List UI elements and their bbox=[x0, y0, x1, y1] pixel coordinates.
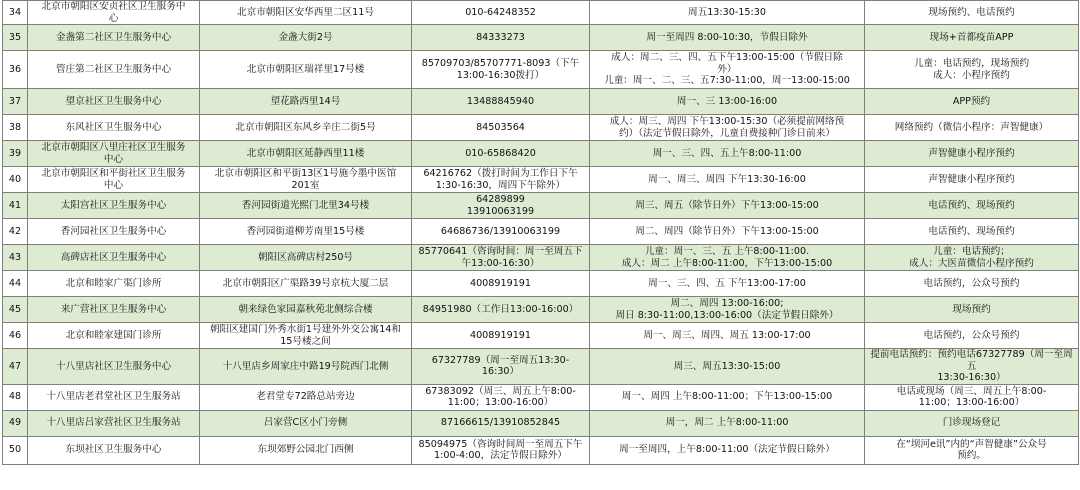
booking-method-cell bbox=[865, 89, 1079, 115]
phone-cell-line: 84333273 bbox=[476, 31, 525, 43]
site-name-cell bbox=[28, 436, 200, 464]
booking-method-cell bbox=[865, 271, 1079, 297]
schedule-cell bbox=[590, 297, 865, 323]
schedule-cell-line: 周一、三 13:00-16:00 bbox=[676, 95, 778, 107]
phone-cell-line: 010-64248352 bbox=[465, 6, 536, 18]
booking-method-cell-line: 提前电话预约：预约电话67327789（周一至周五 bbox=[870, 349, 1073, 372]
schedule-cell bbox=[590, 384, 865, 410]
schedule-cell-line: 儿童：周一、三、五 上午8:00-11:00. bbox=[644, 246, 810, 257]
phone-cell-line: 1:30-16:30，周四下午除外） bbox=[435, 179, 566, 191]
booking-method-cell-line: 预约。 bbox=[957, 450, 986, 461]
address-cell-line: 北京市朝阳区和平街13区1号施今墨中医馆 bbox=[214, 168, 397, 179]
booking-method-cell bbox=[865, 410, 1079, 436]
table-row bbox=[3, 436, 1079, 464]
site-name-cell bbox=[28, 193, 200, 219]
site-name-cell-line: 十八里店老君堂社区卫生服务站 bbox=[46, 391, 181, 403]
phone-cell bbox=[412, 219, 590, 245]
site-name-cell-line: 北京和睦家广渠门诊所 bbox=[65, 277, 162, 289]
schedule-cell-line: 周一、三、四、五上午8:00-11:00 bbox=[652, 147, 802, 159]
phone-cell-line: 85770641（咨询时间：周一至周五下 bbox=[418, 246, 583, 257]
site-name-cell-line: 中心 bbox=[103, 153, 124, 165]
phone-cell-line: 1:00-4:00，法定节假日除外） bbox=[434, 450, 567, 461]
booking-method-cell-line: 电话或现场（周三、周五上午8:00- bbox=[896, 385, 1047, 397]
site-name-cell-line: 太阳宫社区卫生服务中心 bbox=[60, 199, 167, 211]
table-row bbox=[3, 297, 1079, 323]
schedule-cell-line: 外） bbox=[717, 63, 737, 75]
address-cell-line: 望花路西里14号 bbox=[270, 95, 341, 107]
table-body bbox=[3, 1, 1079, 465]
row-number-cell: 47 bbox=[3, 349, 28, 385]
booking-method-cell bbox=[865, 219, 1079, 245]
row-number-cell: 39 bbox=[3, 141, 28, 167]
row-number-cell: 40 bbox=[3, 167, 28, 193]
booking-method-cell bbox=[865, 51, 1079, 89]
schedule-cell bbox=[590, 141, 865, 167]
address-cell-line: 香河园街道光熙门北里34号楼 bbox=[241, 199, 370, 211]
site-name-cell-line: 金盏第二社区卫生服务中心 bbox=[55, 31, 172, 43]
address-cell-line: 朝阳区高碑店村250号 bbox=[257, 251, 354, 263]
phone-cell bbox=[412, 384, 590, 410]
booking-method-cell-line: 儿童：电话预约； bbox=[933, 246, 1010, 257]
phone-cell-line: 16:30） bbox=[481, 366, 520, 378]
schedule-cell-line: 周一、三、四、五 下午13:00-17:00 bbox=[648, 277, 806, 289]
schedule-cell bbox=[590, 1, 865, 25]
address-cell bbox=[200, 25, 412, 51]
phone-cell-line: 13488845940 bbox=[466, 95, 535, 107]
row-number-cell: 45 bbox=[3, 297, 28, 323]
schedule-cell-line: 周一，周二 上午8:00-11:00 bbox=[665, 417, 789, 429]
schedule-cell bbox=[590, 245, 865, 271]
phone-cell-line: 64289899 bbox=[476, 194, 525, 205]
row-number-cell: 48 bbox=[3, 384, 28, 410]
address-cell-line: 15号楼之间 bbox=[280, 335, 331, 347]
address-cell-line: 吕家营C区小门旁侧 bbox=[263, 417, 348, 429]
address-cell bbox=[200, 193, 412, 219]
schedule-cell-line: 周日 8:30-11:00,13:00-16:00（法定节假日除外） bbox=[615, 309, 839, 321]
phone-cell bbox=[412, 297, 590, 323]
table-row bbox=[3, 51, 1079, 89]
booking-method-cell-line: 在“坝河e讯”内的“声智健康”公众号 bbox=[896, 438, 1047, 450]
phone-cell bbox=[412, 167, 590, 193]
booking-method-cell-line: 现场预约、电话预约 bbox=[928, 6, 1015, 18]
site-name-cell-line: 十八里店吕家营社区卫生服务站 bbox=[46, 417, 181, 429]
table-row bbox=[3, 25, 1079, 51]
schedule-cell bbox=[590, 323, 865, 349]
address-cell bbox=[200, 141, 412, 167]
booking-method-cell-line: 11:00；13:00-16:00） bbox=[918, 397, 1025, 408]
schedule-cell bbox=[590, 51, 865, 89]
site-name-cell-line: 管庄第二社区卫生服务中心 bbox=[55, 63, 172, 75]
schedule-cell-line: 约）（法定节假日除外，儿童自费接种门诊日前来） bbox=[619, 127, 835, 139]
site-name-cell-line: 高碑店社区卫生服务中心 bbox=[60, 251, 167, 263]
row-number-cell: 49 bbox=[3, 410, 28, 436]
address-cell-line: 北京市朝阳区延静西里11楼 bbox=[246, 147, 365, 159]
table-row bbox=[3, 349, 1079, 385]
phone-cell-line: 84951980（工作日13:00-16:00） bbox=[422, 303, 579, 315]
phone-cell-line: 11:00；13:00-16:00） bbox=[447, 397, 554, 408]
schedule-cell bbox=[590, 436, 865, 464]
site-name-cell-line: 来广营社区卫生服务中心 bbox=[60, 303, 167, 315]
table-row bbox=[3, 115, 1079, 141]
address-cell bbox=[200, 323, 412, 349]
booking-method-cell-line: APP预约 bbox=[952, 95, 991, 107]
schedule-cell-line: 周一至周四 8:00-10:30，节假日除外 bbox=[646, 31, 808, 43]
booking-method-cell-line: 儿童：电话预约，现场预约 bbox=[913, 58, 1030, 69]
phone-cell bbox=[412, 349, 590, 385]
booking-method-cell-line: 电话预约、现场预约 bbox=[928, 199, 1015, 211]
address-cell bbox=[200, 1, 412, 25]
site-name-cell-line: 十八里店社区卫生服务中心 bbox=[55, 360, 172, 372]
row-number-cell: 36 bbox=[3, 51, 28, 89]
site-name-cell bbox=[28, 51, 200, 89]
booking-method-cell bbox=[865, 436, 1079, 464]
vaccination-sites-table bbox=[2, 0, 1079, 465]
site-name-cell bbox=[28, 25, 200, 51]
site-name-cell bbox=[28, 1, 200, 25]
schedule-cell bbox=[590, 410, 865, 436]
phone-cell-line: 87166615/13910852845 bbox=[440, 417, 561, 429]
site-name-cell bbox=[28, 141, 200, 167]
address-cell-line: 北京市朝阳区瑞祥里17号楼 bbox=[246, 63, 365, 75]
table-row bbox=[3, 410, 1079, 436]
row-number-cell: 44 bbox=[3, 271, 28, 297]
booking-method-cell-line: 13:30-16:30） bbox=[937, 372, 1006, 383]
table-row bbox=[3, 193, 1079, 219]
phone-cell bbox=[412, 115, 590, 141]
address-cell-line: 东坝郊野公园北门西侧 bbox=[257, 444, 354, 456]
phone-cell bbox=[412, 323, 590, 349]
booking-method-cell-line: 成人：小程序预约 bbox=[933, 69, 1010, 81]
phone-cell bbox=[412, 193, 590, 219]
phone-cell-line: 67383092（周三、周五上午8:00- bbox=[425, 385, 576, 397]
schedule-cell-line: 儿童：周一、二、三、五7:30-11:00，周一13:00-15:00 bbox=[604, 75, 850, 87]
schedule-cell bbox=[590, 219, 865, 245]
schedule-cell bbox=[590, 271, 865, 297]
booking-method-cell-line: 成人：大医苗微信小程序预约 bbox=[909, 257, 1034, 269]
phone-cell-line: 午13:00-16:30） bbox=[461, 257, 540, 269]
schedule-cell-line: 周三、周五（除节日外）下午13:00-15:00 bbox=[635, 199, 819, 211]
table-row bbox=[3, 89, 1079, 115]
address-cell bbox=[200, 51, 412, 89]
booking-method-cell-line: 现场预约 bbox=[952, 303, 991, 315]
row-number-cell: 50 bbox=[3, 436, 28, 464]
booking-method-cell bbox=[865, 115, 1079, 141]
address-cell-line: 北京市朝阳区安华西里二区11号 bbox=[237, 6, 374, 18]
booking-method-cell bbox=[865, 297, 1079, 323]
table-row bbox=[3, 384, 1079, 410]
site-name-cell bbox=[28, 167, 200, 193]
phone-cell bbox=[412, 271, 590, 297]
phone-cell-line: 64686736/13910063199 bbox=[440, 225, 561, 237]
row-number-cell: 37 bbox=[3, 89, 28, 115]
booking-method-cell-line: 电话预约、现场预约 bbox=[928, 225, 1015, 237]
schedule-cell bbox=[590, 167, 865, 193]
phone-cell-line: 13:00-16:30拨打） bbox=[456, 69, 545, 81]
phone-cell bbox=[412, 1, 590, 25]
row-number-cell: 35 bbox=[3, 25, 28, 51]
row-number-cell: 38 bbox=[3, 115, 28, 141]
site-name-cell bbox=[28, 297, 200, 323]
schedule-cell-line: 周五13:30-15:30 bbox=[688, 6, 766, 18]
site-name-cell bbox=[28, 384, 200, 410]
address-cell bbox=[200, 271, 412, 297]
booking-method-cell bbox=[865, 323, 1079, 349]
address-cell-line: 朝阳区建国门外秀水街1号建外外交公寓14和 bbox=[210, 324, 401, 335]
site-name-cell bbox=[28, 219, 200, 245]
site-name-cell-line: 北京和睦家建国门诊所 bbox=[65, 329, 162, 341]
address-cell-line: 201室 bbox=[291, 179, 320, 191]
phone-cell bbox=[412, 51, 590, 89]
site-name-cell-line: 望京社区卫生服务中心 bbox=[65, 95, 162, 107]
address-cell-line: 香河园街道柳芳南里15号楼 bbox=[246, 225, 365, 237]
address-cell bbox=[200, 245, 412, 271]
table-row bbox=[3, 219, 1079, 245]
phone-cell bbox=[412, 89, 590, 115]
booking-method-cell-line: 现场+首都疫苗APP bbox=[929, 31, 1014, 43]
schedule-cell-line: 成人：周二、三、四、五下午13:00-15:00（节假日除 bbox=[611, 52, 843, 64]
table-row bbox=[3, 245, 1079, 271]
address-cell-line: 金盏大街2号 bbox=[278, 31, 333, 43]
booking-method-cell bbox=[865, 349, 1079, 385]
site-name-cell-line: 东坝社区卫生服务中心 bbox=[65, 444, 162, 456]
address-cell bbox=[200, 89, 412, 115]
row-number-cell: 43 bbox=[3, 245, 28, 271]
phone-cell-line: 85094975（咨询时间周一至周五下午 bbox=[418, 438, 583, 450]
address-cell bbox=[200, 349, 412, 385]
schedule-cell-line: 成人：周三、周四 下午13:00-15:30（必须提前网络预 bbox=[609, 116, 845, 127]
address-cell bbox=[200, 219, 412, 245]
site-name-cell-line: 东风社区卫生服务中心 bbox=[65, 121, 162, 133]
booking-method-cell bbox=[865, 384, 1079, 410]
schedule-cell-line: 周一、周三、周四 下午13:30-16:00 bbox=[648, 173, 806, 185]
phone-cell-line: 85709703/85707771-8093（下午 bbox=[421, 58, 580, 69]
site-name-cell-line: 北京市朝阳区八里庄社区卫生服务 bbox=[41, 142, 186, 153]
address-cell bbox=[200, 410, 412, 436]
table-row bbox=[3, 167, 1079, 193]
row-number-cell: 34 bbox=[3, 1, 28, 25]
address-cell-line: 十八里店乡周家庄中路19号院西门北侧 bbox=[222, 360, 389, 372]
schedule-cell bbox=[590, 193, 865, 219]
site-name-cell-line: 中心 bbox=[103, 179, 124, 191]
booking-method-cell bbox=[865, 193, 1079, 219]
table-row bbox=[3, 323, 1079, 349]
schedule-cell bbox=[590, 89, 865, 115]
site-name-cell bbox=[28, 245, 200, 271]
row-number-cell: 41 bbox=[3, 193, 28, 219]
schedule-cell bbox=[590, 115, 865, 141]
site-name-cell bbox=[28, 349, 200, 385]
site-name-cell bbox=[28, 115, 200, 141]
site-name-cell bbox=[28, 410, 200, 436]
address-cell-line: 北京市朝阳区广渠路39号京杭大厦二层 bbox=[222, 277, 389, 289]
schedule-cell-line: 周一至周四，上午8:00-11:00（法定节假日除外） bbox=[619, 444, 835, 456]
address-cell-line: 老君堂专72路总站旁边 bbox=[256, 391, 355, 403]
address-cell-line: 朝来绿色家园嘉秋苑北侧综合楼 bbox=[238, 303, 373, 315]
booking-method-cell-line: 网络预约（微信小程序：声智健康） bbox=[894, 121, 1049, 133]
phone-cell bbox=[412, 245, 590, 271]
table-row bbox=[3, 1, 1079, 25]
site-name-cell bbox=[28, 323, 200, 349]
phone-cell bbox=[412, 25, 590, 51]
schedule-cell bbox=[590, 25, 865, 51]
booking-method-cell bbox=[865, 1, 1079, 25]
table-row bbox=[3, 141, 1079, 167]
site-name-cell bbox=[28, 271, 200, 297]
address-cell bbox=[200, 167, 412, 193]
booking-method-cell-line: 门诊现场登记 bbox=[942, 417, 1001, 429]
row-number-cell: 42 bbox=[3, 219, 28, 245]
schedule-cell-line: 周二、周四 13:00-16:00; bbox=[670, 298, 784, 309]
phone-cell bbox=[412, 410, 590, 436]
address-cell bbox=[200, 115, 412, 141]
phone-cell-line: 010-65868420 bbox=[465, 147, 536, 159]
booking-method-cell bbox=[865, 25, 1079, 51]
schedule-cell-line: 周三、周五13:30-15:00 bbox=[673, 360, 781, 372]
phone-cell-line: 64216762（拨打时间为工作日下午 bbox=[423, 168, 578, 179]
schedule-cell-line: 周一、周四 上午8:00-11:00；下午13:00-15:00 bbox=[621, 391, 833, 403]
booking-method-cell-line: 声智健康小程序预约 bbox=[928, 147, 1015, 159]
booking-method-cell-line: 电话预约，公众号预约 bbox=[923, 329, 1020, 341]
site-name-cell-line: 北京市朝阳区和平街社区卫生服务 bbox=[41, 168, 186, 179]
site-name-cell-line: 香河园社区卫生服务中心 bbox=[60, 225, 167, 237]
phone-cell-line: 67327789（周一至周五13:30- bbox=[431, 354, 570, 366]
phone-cell-line: 4008919191 bbox=[469, 329, 532, 341]
address-cell-line: 北京市朝阳区东风乡辛庄二街5号 bbox=[235, 121, 376, 133]
table-row bbox=[3, 271, 1079, 297]
booking-method-cell-line: 电话预约，公众号预约 bbox=[923, 277, 1020, 289]
phone-cell bbox=[412, 141, 590, 167]
site-name-cell-line: 北京市朝阳区安贞社区卫生服务中 bbox=[41, 1, 186, 12]
booking-method-cell-line: 声智健康小程序预约 bbox=[928, 173, 1015, 185]
phone-cell bbox=[412, 436, 590, 464]
address-cell bbox=[200, 436, 412, 464]
schedule-cell bbox=[590, 349, 865, 385]
row-number-cell: 46 bbox=[3, 323, 28, 349]
site-name-cell-line: 心 bbox=[108, 12, 119, 24]
phone-cell-line: 84503564 bbox=[476, 121, 525, 133]
booking-method-cell bbox=[865, 245, 1079, 271]
site-name-cell bbox=[28, 89, 200, 115]
schedule-cell-line: 成人：周二 上午8:00-11:00，下午13:00-15:00 bbox=[621, 257, 833, 269]
schedule-cell-line: 周一、周三、周四、周五 13:00-17:00 bbox=[643, 329, 811, 341]
phone-cell-line: 13910063199 bbox=[466, 205, 535, 217]
booking-method-cell bbox=[865, 167, 1079, 193]
schedule-cell-line: 周二、周四（除节日外）下午13:00-15:00 bbox=[635, 225, 819, 237]
address-cell bbox=[200, 297, 412, 323]
booking-method-cell bbox=[865, 141, 1079, 167]
phone-cell-line: 4008919191 bbox=[469, 277, 532, 289]
address-cell bbox=[200, 384, 412, 410]
